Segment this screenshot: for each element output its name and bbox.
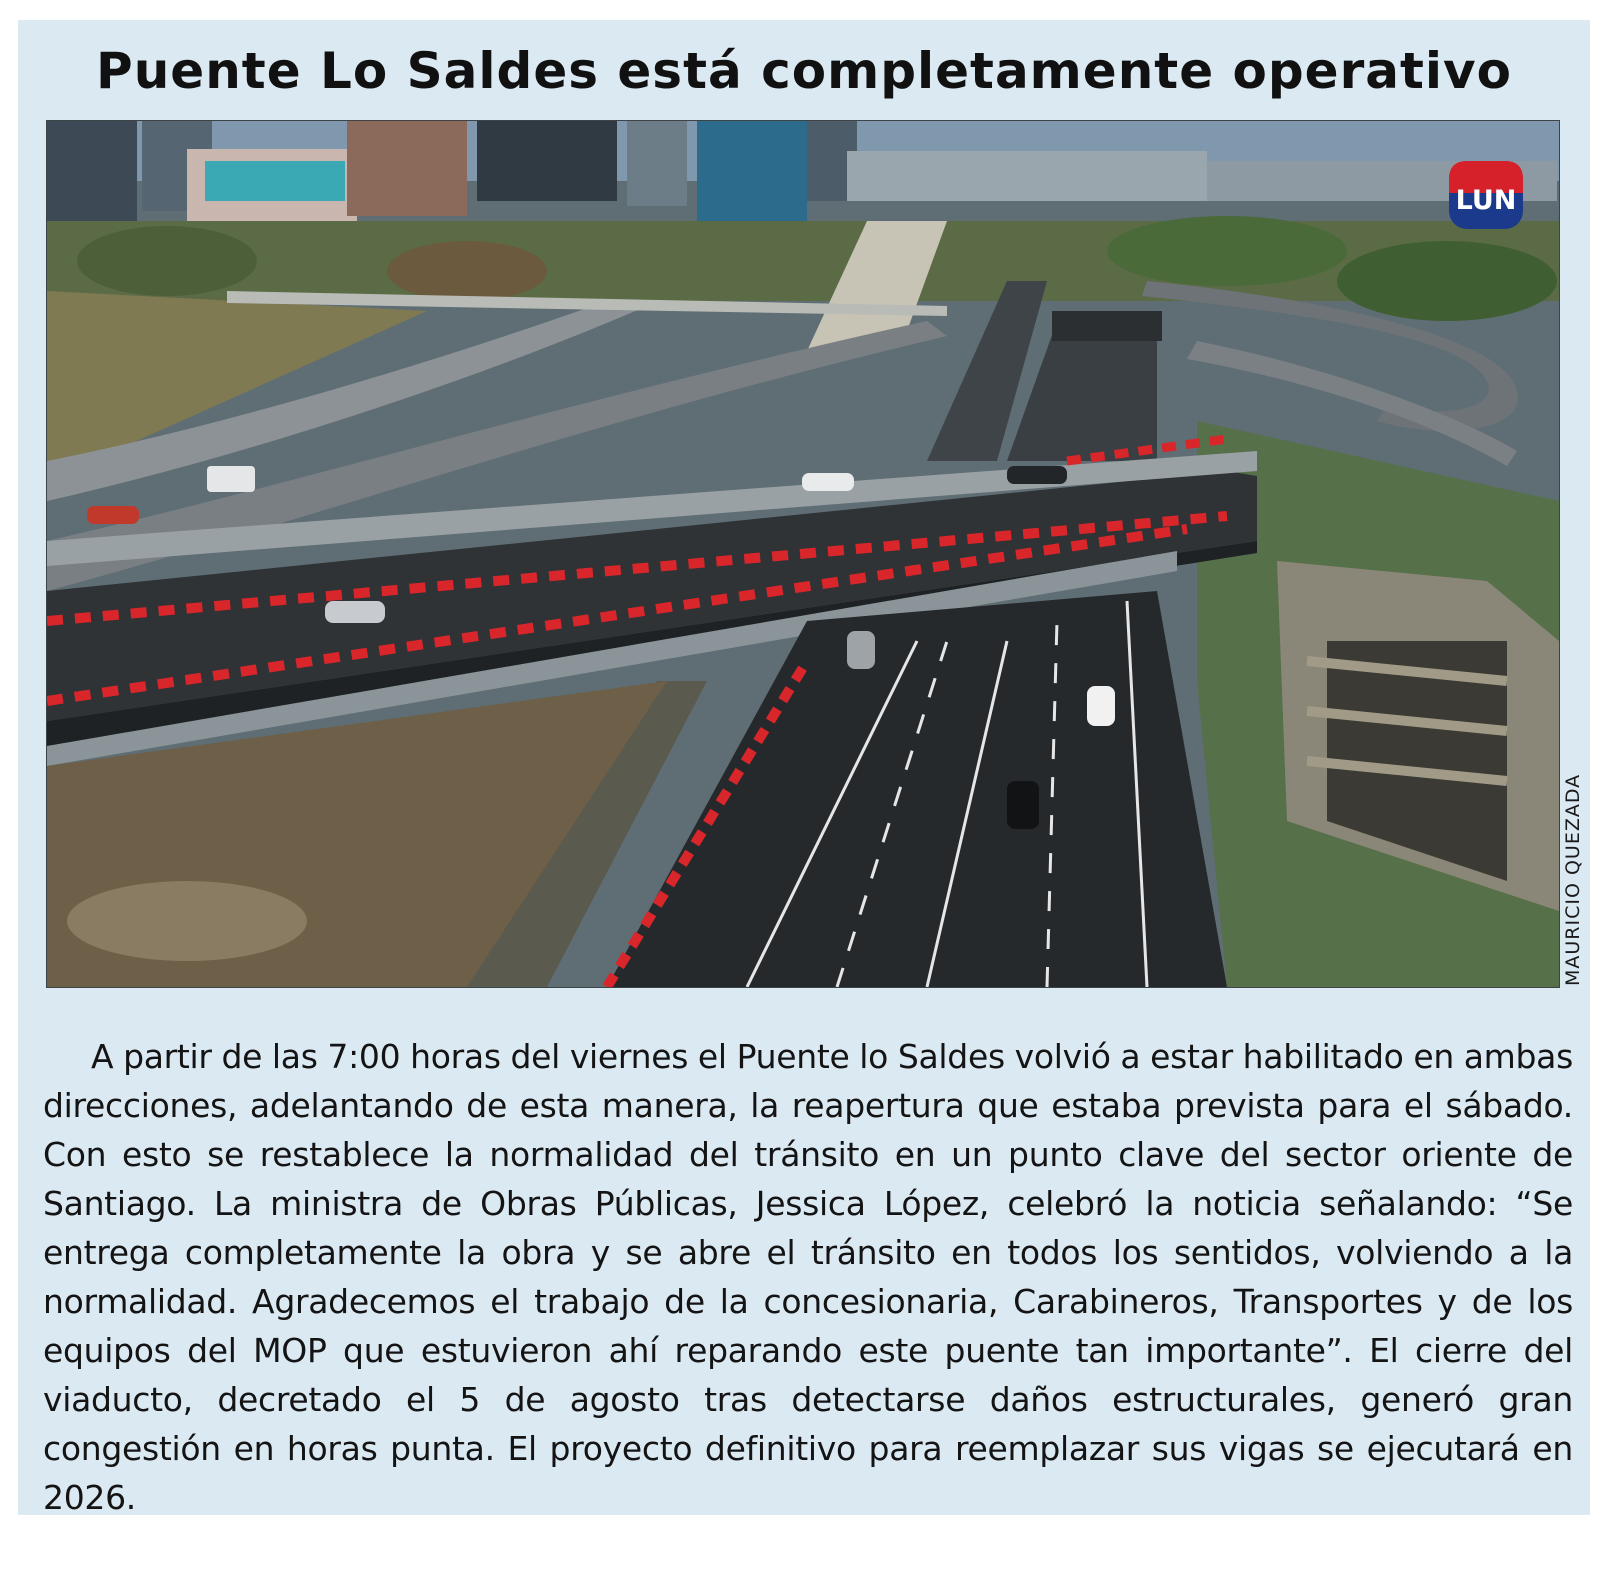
highway-interchange-photo bbox=[47, 121, 1559, 987]
article-photo bbox=[46, 120, 1560, 988]
headline: Puente Lo Saldes está completamente operativo bbox=[96, 42, 1512, 100]
lun-logo-text: LUN bbox=[1455, 185, 1517, 216]
lun-logo-icon bbox=[1447, 159, 1525, 231]
news-clipping bbox=[18, 20, 1590, 1515]
photo-credit-text: MAURICIO QUEZADA bbox=[1562, 773, 1584, 986]
article-body: A partir de las 7:00 horas del viernes el Puente lo Saldes volvió a estar habilitado en ambas direcciones, adelantando de esta manera, la reapertura que estaba prevista para el sábado. Con esto se restablece la normalidad del tránsito en un punto clave del sector oriente de Santiago. La ministra de Obras Públicas, Jessica López, celebró la noticia señalando: “Se entrega completamente la obra y se abre el tránsito en todos los sentidos, volviendo a la normalidad. Agradecemos el trabajo de la concesionaria, Carabineros, Transportes y de los equipos del MOP que estuvieron ahí reparando este puente tan importante”. El cierre del viaducto, decretado el 5 de agosto tras detectarse daños estructurales, generó gran congestión en horas punta. El proyecto definitivo para reemplazar sus vigas se ejecutará en 2026. bbox=[43, 1037, 1573, 1517]
